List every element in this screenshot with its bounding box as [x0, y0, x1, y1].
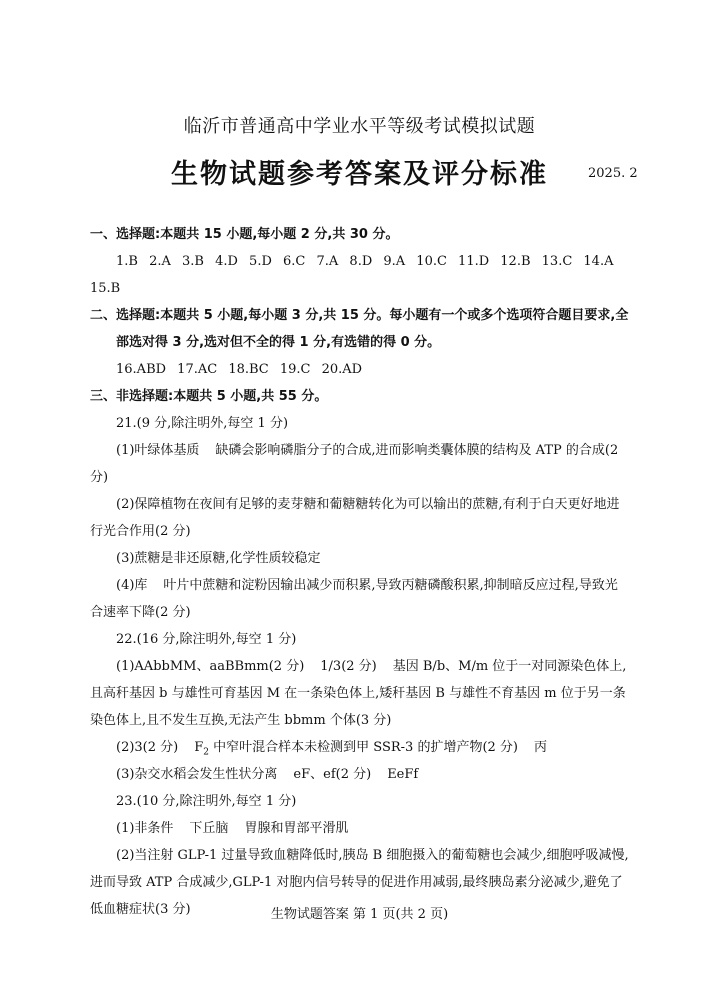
- page-footer: 生物试题答案 第 1 页(共 2 页): [270, 907, 449, 922]
- q22-part3: (3)杂交水稻会发生性状分离 eF、ef(2 分) EeFf: [116, 767, 419, 782]
- document-date: 2025. 2: [588, 166, 638, 181]
- section2-heading: 二、选择题:本题共 5 小题,每小题 3 分,共 15 分。每小题有一个或多个选项符合题目要求,全部选对得 3 分,选对但不全的得 1 分,有选错的得 0 分。: [90, 308, 629, 350]
- q23-part1: (1)非条件 下丘脑 胃腺和胃部平滑肌: [116, 821, 349, 836]
- section1-heading: 一、选择题:本题共 15 小题,每小题 2 分,共 30 分。: [90, 227, 399, 242]
- q22-header: 22.(16 分,除注明外,每空 1 分): [116, 632, 297, 647]
- exam-subtitle: 临沂市普通高中学业水平等级考试模拟试题: [183, 116, 536, 137]
- document-title: 生物试题参考答案及评分标准: [171, 159, 548, 190]
- q23-header: 23.(10 分,除注明外,每空 1 分): [116, 794, 297, 809]
- q21-part2: (2)保障植物在夜间有足够的麦芽糖和葡糖糖转化为可以输出的蔗糖,有利于白天更好地进行光合作用(2 分): [90, 497, 620, 539]
- section1-answers: 1.B 2.A 3.B 4.D 5.D 6.C 7.A 8.D 9.A 10.C 11.D 12.B 13.C 14.A: [116, 254, 614, 269]
- q23-part2: (2)当注射 GLP-1 过量导致血糖降低时,胰岛 B 细胞摄入的葡萄糖也会减少,细胞呼吸减慢,进而导致 ATP 合成减少,GLP-1 对胞内信号转导的促进作用减弱,最终胰岛素分泌减少,避免了低血糖症状(3 分): [90, 848, 629, 917]
- q22-part1: (1)AAbbMM、aaBBmm(2 分) 1/3(2 分) 基因 B/b、M/m 位于一对同源染色体上,且高秆基因 b 与雄性可育基因 M 在一条染色体上,矮秆基因 B 与雄性不育基因 m 位于另一条染色体上,且不发生互换,无法产生 bbmm 个体(3 分): [90, 659, 627, 728]
- section2-answers: 16.ABD 17.AC 18.BC 19.C 20.AD: [116, 362, 363, 377]
- q21-part4: (4)库 叶片中蔗糖和淀粉因输出减少而积累,导致丙糖磷酸积累,抑制暗反应过程,导致光合速率下降(2 分): [90, 578, 618, 620]
- section3-heading: 三、非选择题:本题共 5 小题,共 55 分。: [90, 389, 328, 404]
- q21-part1: (1)叶绿体基质 缺磷会影响磷脂分子的合成,进而影响类囊体膜的结构及 ATP 的合成(2 分): [90, 443, 619, 485]
- q21-part3: (3)蔗糖是非还原糖,化学性质较稳定: [116, 551, 321, 566]
- answer-content: [90, 221, 630, 923]
- section1-answers-cont: 15.B: [90, 281, 121, 296]
- q21-header: 21.(9 分,除注明外,每空 1 分): [116, 416, 289, 431]
- q22-part2: (2)3(2 分) $F_2$ 中窄叶混合样本未检测到甲 SSR-3 的扩增产物(2 分) 丙: [116, 740, 548, 758]
